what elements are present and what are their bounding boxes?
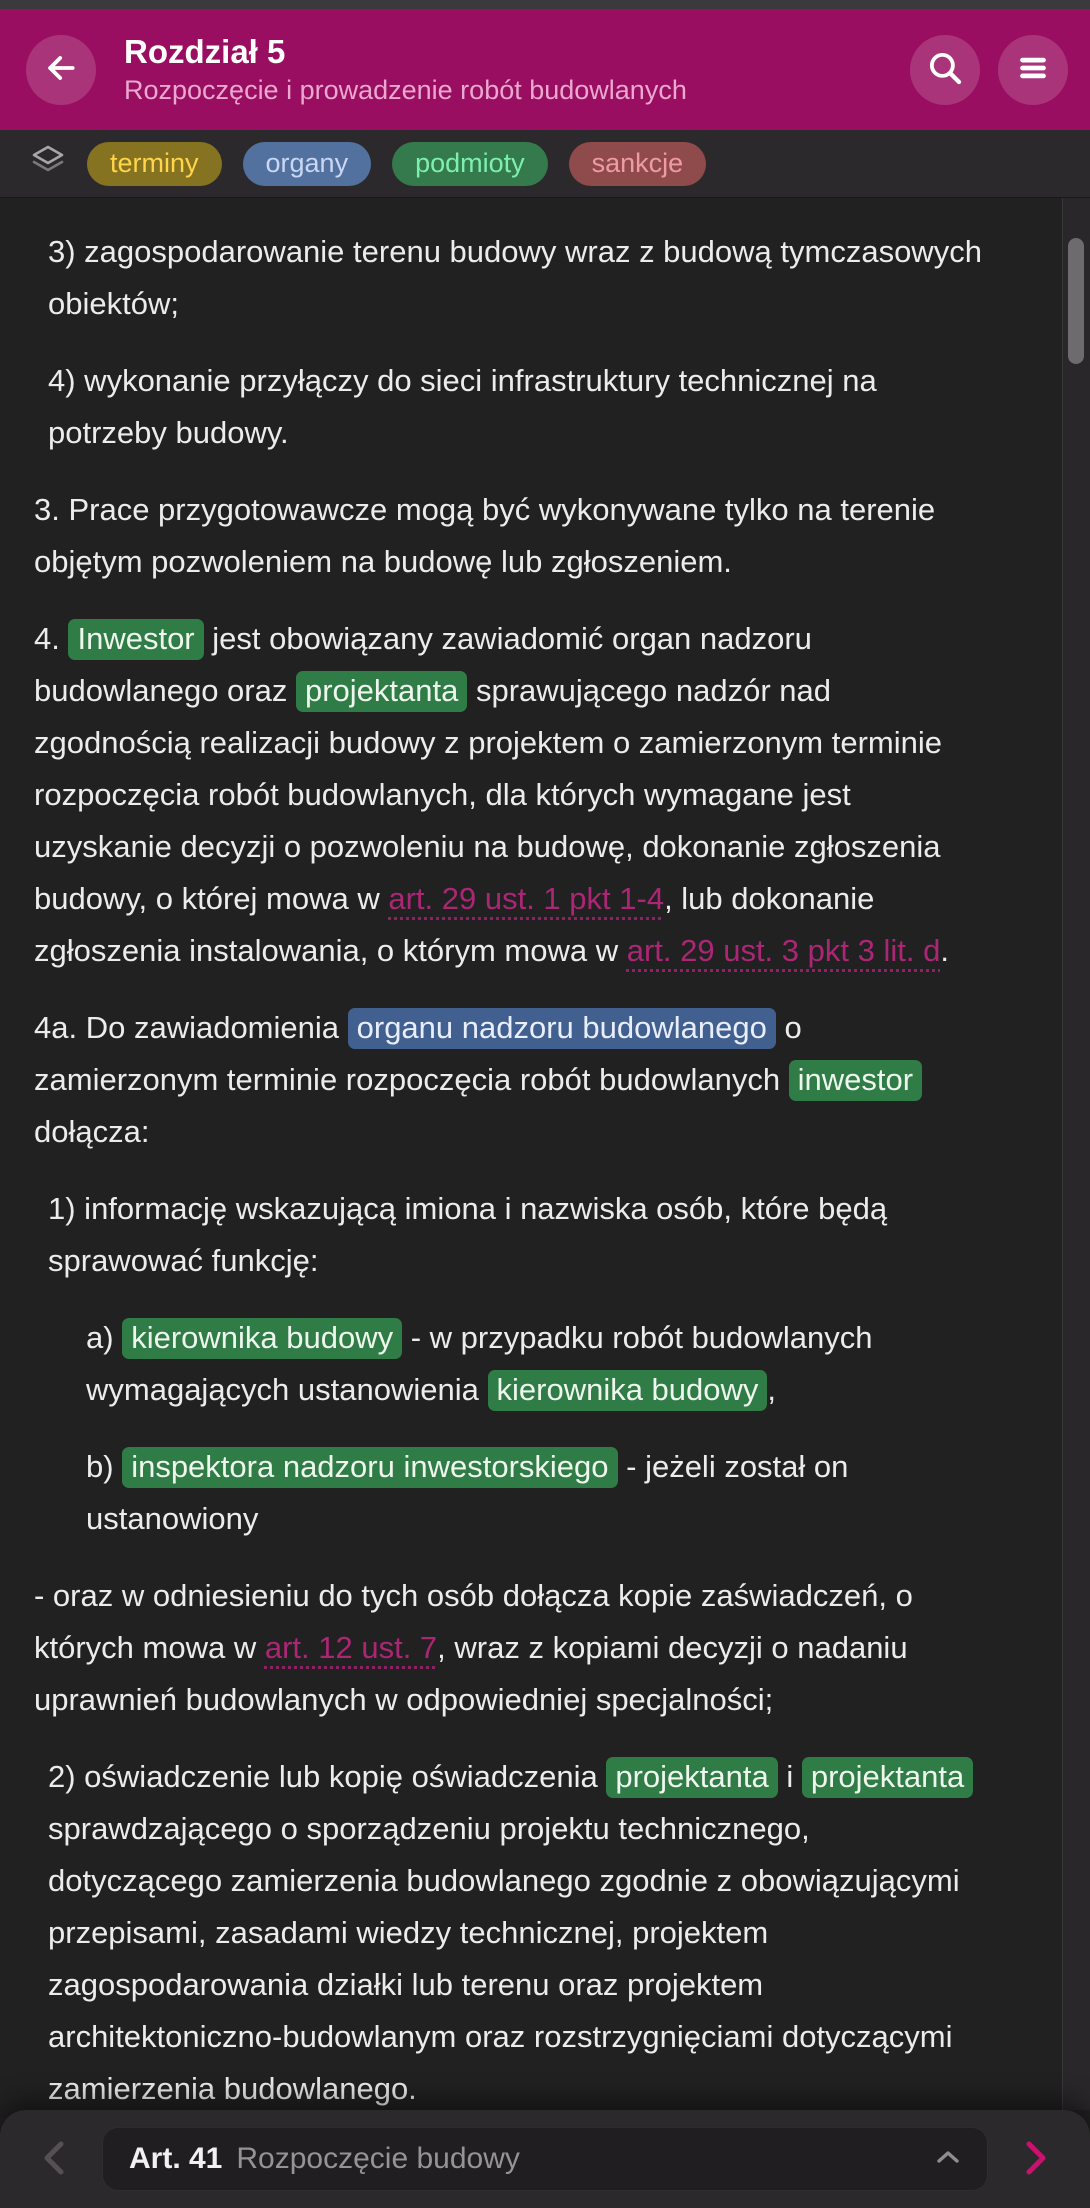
article-link[interactable]: art. 12 ust. 7 — [264, 1630, 438, 1665]
highlight-term-green[interactable]: kierownika budowy — [488, 1370, 768, 1411]
article-number: Art. 41 — [129, 2142, 223, 2175]
text-run: 1) informację wskazującą imiona i nazwiska osób, które będą sprawować funkcję: — [48, 1191, 888, 1278]
text-run: dołącza: — [34, 1114, 150, 1149]
text-run: - jeżeli został on ustanowiony — [86, 1449, 849, 1536]
text-run: 2) oświadczenie lub kopię oświadczenia — [48, 1759, 607, 1794]
filter-chips — [87, 142, 706, 186]
bottom-navigation-bar — [0, 2110, 1090, 2208]
highlight-term-green[interactable]: inwestor — [789, 1060, 922, 1101]
text-run: a) — [86, 1320, 123, 1355]
article-name: Rozpoczęcie budowy — [236, 2142, 520, 2175]
current-article-selector[interactable] — [102, 2127, 988, 2191]
article-link[interactable]: art. 29 ust. 1 pkt 1-4 — [388, 881, 665, 916]
text-run: jest obowiązany zawiadomić organ nadzoru budowlanego oraz — [34, 621, 812, 708]
header-titles — [124, 33, 910, 107]
filter-chip-sankcje[interactable]: sankcje — [569, 142, 707, 186]
chevron-up-icon — [935, 2149, 961, 2170]
paragraph — [34, 226, 990, 330]
filter-chip-organy[interactable]: organy — [243, 142, 372, 186]
paragraph — [34, 355, 990, 459]
app-header — [0, 9, 1090, 130]
highlight-term-green[interactable]: projektanta — [296, 671, 467, 712]
text-run: - oraz w odniesieniu do tych osób dołącza kopie zaświadczeń, o których mowa w — [34, 1578, 913, 1665]
text-run: 4. — [34, 621, 69, 656]
next-article-button[interactable] — [1006, 2127, 1066, 2191]
text-run: o zamierzonym terminie rozpoczęcia robót budowlanych — [34, 1010, 802, 1097]
paragraph — [34, 1751, 990, 2110]
text-run: i — [777, 1759, 802, 1794]
text-run: , lub dokonanie zgłoszenia instalowania, o którym mowa w — [34, 881, 875, 968]
highlight-term-green[interactable]: inspektora nadzoru inwestorskiego — [122, 1447, 617, 1488]
page-subtitle: Rozpoczęcie i prowadzenie robót budowlanych — [124, 75, 687, 106]
paragraph — [34, 613, 990, 977]
text-run: 3. Prace przygotowawcze mogą być wykonywane tylko na terenie objętym pozwoleniem na budowę lub zgłoszeniem. — [34, 492, 936, 579]
paragraph — [34, 1570, 990, 1726]
filter-bar — [0, 130, 1090, 198]
paragraph — [34, 1312, 990, 1416]
chevron-right-icon — [1019, 2134, 1053, 2185]
paragraph — [34, 1441, 990, 1545]
back-button[interactable] — [26, 35, 96, 105]
highlight-term-green[interactable]: Inwestor — [68, 619, 203, 660]
text-run: - w przypadku robót budowlanych wymagających ustanowienia — [86, 1320, 873, 1407]
chevron-left-icon — [37, 2134, 71, 2185]
filter-chip-podmioty[interactable]: podmioty — [392, 142, 548, 186]
filter-chip-terminy[interactable]: terminy — [87, 142, 222, 186]
highlight-term-blue[interactable]: organu nadzoru budowlanego — [348, 1008, 776, 1049]
paragraph — [34, 1183, 990, 1287]
text-run: b) — [86, 1449, 123, 1484]
text-run: sprawdzającego o sporządzeniu projektu technicznego, dotyczącego zamierzenia budowlanego zgodnie z obowiązującymi przepisami, zasadami wiedzy technicznej, projektem zagospodarowania działki lub terenu oraz projektem architektoniczno-budowlanym oraz rozstrzygnięciami dotyczącymi zamierzenia budowlanego. — [48, 1811, 960, 2106]
arrow-left-icon — [41, 48, 81, 91]
search-icon — [924, 47, 966, 92]
scrollbar-thumb[interactable] — [1068, 238, 1084, 364]
highlight-term-green[interactable]: projektanta — [606, 1757, 777, 1798]
highlight-term-green[interactable]: kierownika budowy — [122, 1318, 402, 1359]
status-bar — [0, 0, 1090, 9]
text-run: . — [940, 933, 949, 968]
paragraph — [34, 484, 990, 588]
text-run: , — [767, 1372, 777, 1407]
scrollbar-track[interactable] — [1062, 198, 1090, 2110]
paragraph — [34, 1002, 990, 1158]
menu-button[interactable] — [998, 35, 1068, 105]
hamburger-icon — [1012, 47, 1054, 92]
text-run: 4) wykonanie przyłączy do sieci infrastruktury technicznej na potrzeby budowy. — [48, 363, 877, 450]
article-text — [0, 198, 1090, 2110]
highlight-term-green[interactable]: projektanta — [802, 1757, 973, 1798]
layers-icon[interactable] — [30, 143, 66, 184]
text-run: 3) zagospodarowanie terenu budowy wraz z budową tymczasowych obiektów; — [48, 234, 982, 321]
text-run: sprawującego nadzór nad zgodnością realizacji budowy z projektem o zamierzonym terminie rozpoczęcia robót budowlanych, dla których wymagane jest uzyskanie decyzji o pozwoleniu na budowę, dokonanie zgłoszenia budowy, o której mowa w — [34, 673, 942, 916]
page-title: Rozdział 5 — [124, 32, 286, 70]
previous-article-button[interactable] — [24, 2127, 84, 2191]
search-button[interactable] — [910, 35, 980, 105]
text-run: 4a. Do zawiadomienia — [34, 1010, 348, 1045]
text-run: , wraz z kopiami decyzji o nadaniu uprawnień budowlanych w odpowiedniej specjalności; — [34, 1630, 908, 1717]
header-actions — [910, 35, 1068, 105]
article-link[interactable]: art. 29 ust. 3 pkt 3 lit. d — [626, 933, 941, 968]
